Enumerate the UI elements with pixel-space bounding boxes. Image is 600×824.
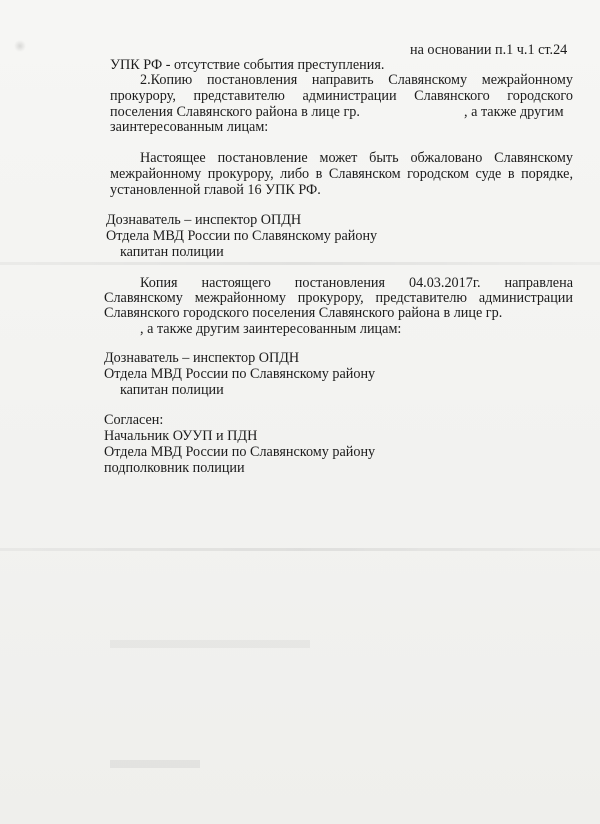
text-line: на основании п.1 ч.1 ст.24 (410, 42, 568, 58)
bleed-through-artifact (110, 760, 200, 768)
text-line: Славянскому межрайонному прокурору, представителю администрации (104, 290, 573, 306)
signature-rank: капитан полиции (120, 244, 224, 260)
paper-fold (0, 262, 600, 265)
signature-department: Отдела МВД России по Славянскому району (104, 366, 376, 382)
signature-title: Дознаватель – инспектор ОПДН (106, 212, 302, 228)
text-line: Копия настоящего постановления 04.03.2017г. направлена (140, 275, 573, 291)
text-line: поселения Славянского района в лице гр. (110, 104, 360, 120)
text-line: межрайонному прокурору, либо в Славянском городском суде в порядке, (110, 166, 573, 182)
text-line: , а также другим (464, 104, 564, 120)
paper-fold (0, 548, 600, 551)
text-line: 2.Копию постановления направить Славянскому межрайонному (140, 72, 573, 88)
text-line: УПК РФ - отсутствие события преступления. (110, 57, 385, 73)
approval-rank: подполковник полиции (104, 460, 245, 476)
text-line: установленной главой 16 УПК РФ. (110, 182, 321, 198)
signature-title: Дознаватель – инспектор ОПДН (104, 350, 300, 366)
text-line: Настоящее постановление может быть обжаловано Славянскому (140, 150, 573, 166)
punch-mark (14, 40, 26, 52)
approval-department: Отдела МВД России по Славянскому району (104, 444, 376, 460)
text-line: заинтересованным лицам: (110, 119, 269, 135)
approval-label: Согласен: (104, 412, 164, 428)
bleed-through-artifact (110, 640, 310, 648)
approval-title: Начальник ОУУП и ПДН (104, 428, 258, 444)
signature-rank: капитан полиции (120, 382, 224, 398)
text-line: , а также другим заинтересованным лицам: (140, 321, 402, 337)
text-line: прокурору, представителю администрации Славянского городского (110, 88, 573, 104)
signature-department: Отдела МВД России по Славянскому району (106, 228, 378, 244)
text-line: Славянского городского поселения Славянского района в лице гр. (104, 305, 503, 321)
